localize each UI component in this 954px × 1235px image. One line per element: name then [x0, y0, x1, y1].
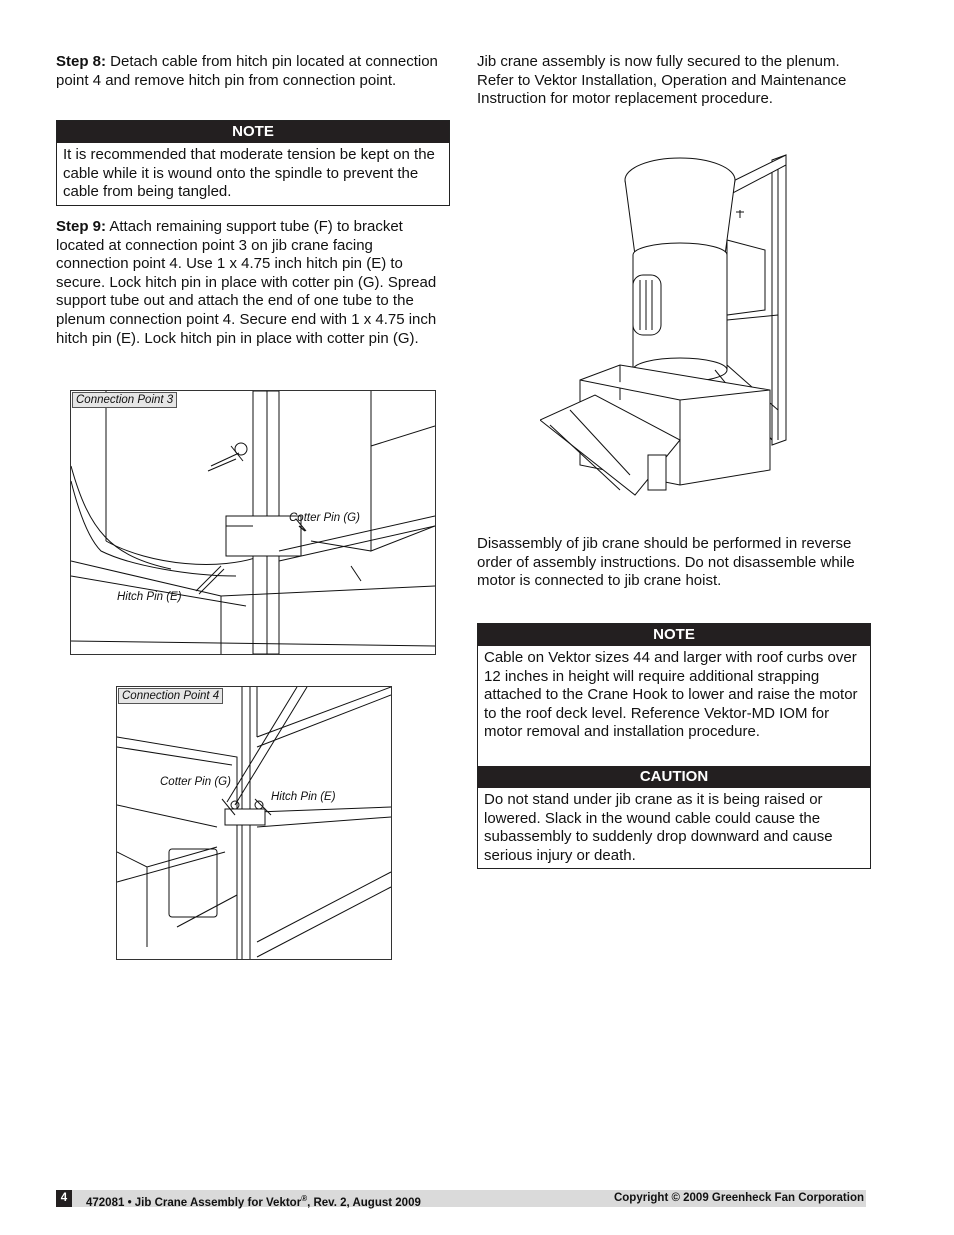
note-box-title: NOTE — [57, 121, 449, 143]
step9-text: Attach remaining support tube (F) to bracket located at connection point 3 on jib crane facing connection point 4. Use 1 x 4.75 inch hitch pin (E) to secure. Lock hitch pin in place with cotter pin (G). Spread support tube out and attach the end of one tube to the plenum connection point 4. Secure end with 1 x 4.75 inch hitch pin (E). Lock hitch pin in place with cotter pin (G). — [56, 218, 437, 347]
document-reference-prefix: 472081 • Jib Crane Assembly for Vektor — [86, 1196, 302, 1209]
hitch-pin-label: Hitch Pin (E) — [117, 591, 182, 603]
figure-tag: Connection Point 4 — [118, 688, 223, 704]
page-number: 4 — [56, 1190, 72, 1207]
note-box-text: It is recommended that moderate tension be kept on the cable while it is wound onto the spindle to prevent the cable from being tangled. — [63, 146, 435, 201]
disassembly-paragraph: Disassembly of jib crane should be performed in reverse order of assembly instructions. Do not disassemble while motor is connected to jib crane hoist. — [477, 535, 855, 590]
jib-crane-assembly-figure — [540, 140, 800, 500]
document-reference — [86, 1190, 421, 1212]
figure-connection-point-3 — [70, 390, 436, 655]
connection-point-3-drawing — [71, 391, 435, 654]
figure-connection-point-4 — [116, 686, 392, 960]
note-box-title: NOTE — [478, 624, 870, 646]
intro-paragraph: Jib crane assembly is now fully secured to the plenum. Refer to Vektor Installation, Operation and Maintenance Instruction for motor replacement procedure. — [477, 53, 847, 108]
note-box-text: Cable on Vektor sizes 44 and larger with roof curbs over 12 inches in height will require additional strapping attached to the Crane Hook to lower and raise the motor to the roof deck level. Reference Vektor-MD IOM for motor removal and installation procedure. — [484, 649, 858, 741]
step8-label: Step 8: — [56, 53, 107, 70]
step9-label: Step 9: — [56, 218, 107, 235]
jib-crane-illustration — [540, 140, 800, 500]
caution-box-title: CAUTION — [478, 766, 870, 788]
note-and-caution-box — [477, 623, 871, 869]
step8-paragraph — [56, 53, 448, 90]
cotter-pin-label: Cotter Pin (G) — [289, 512, 360, 524]
document-reference-suffix: , Rev. 2, August 2009 — [307, 1196, 421, 1209]
caution-box-text: Do not stand under jib crane as it is being raised or lowered. Slack in the wound cable could cause the subassembly to suddenly drop downward and cause serious injury or death. — [484, 791, 833, 864]
page-footer — [56, 1190, 866, 1207]
registered-mark: ® — [301, 1194, 308, 1203]
figure-tag: Connection Point 3 — [72, 392, 177, 408]
copyright-notice: Copyright © 2009 Greenheck Fan Corporation — [613, 1192, 864, 1204]
step8-text: Detach cable from hitch pin located at connection point 4 and remove hitch pin from connection point. — [56, 53, 438, 89]
cotter-pin-label: Cotter Pin (G) — [160, 776, 231, 788]
hitch-pin-label: Hitch Pin (E) — [271, 791, 336, 803]
connection-point-4-drawing — [117, 687, 391, 959]
note-box-tension — [56, 120, 450, 206]
step9-paragraph — [56, 218, 448, 348]
